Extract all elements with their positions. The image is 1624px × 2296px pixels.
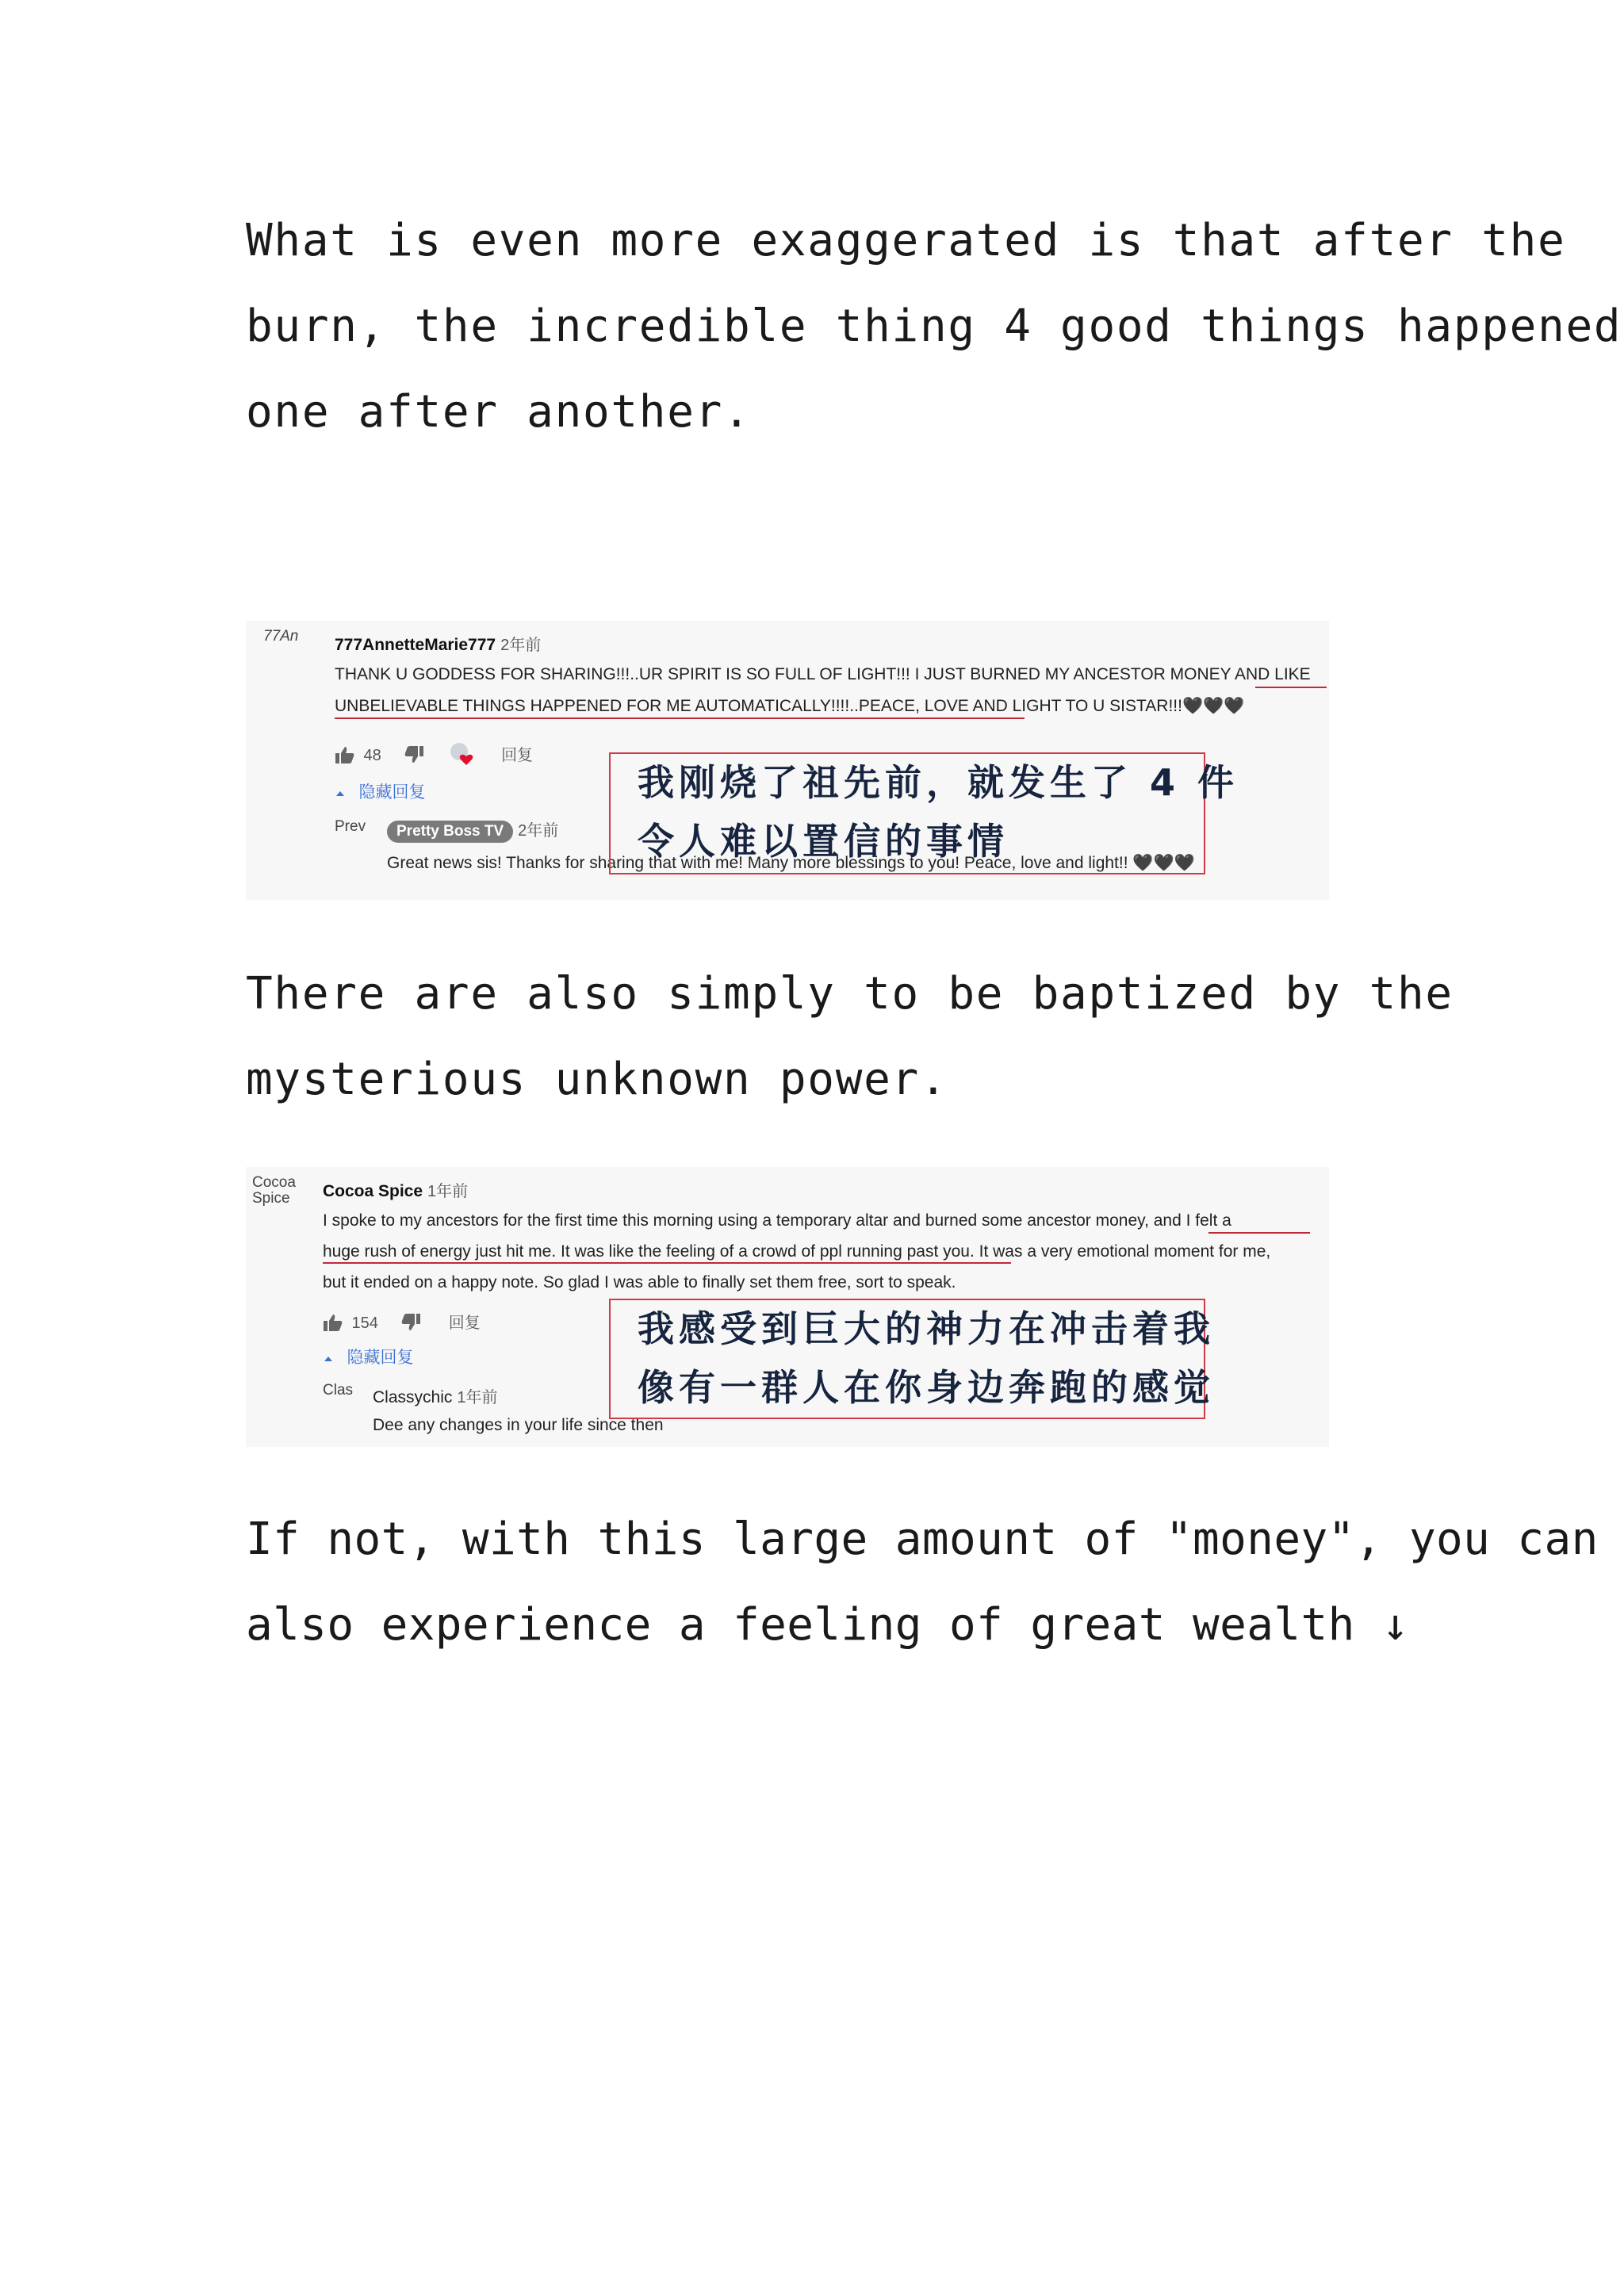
reply-time: 1年前 <box>457 1389 498 1406</box>
paragraph-line: What is even more exaggerated is that after the <box>246 215 1566 266</box>
triangle-up-icon <box>335 787 346 802</box>
paragraph-intro <box>246 198 1622 455</box>
reply-text: Dee any changes in your life since then <box>373 1416 664 1434</box>
thumbs-up-icon[interactable] <box>335 745 355 768</box>
heart-icon <box>449 741 476 772</box>
thumbs-up-icon[interactable] <box>323 1313 343 1336</box>
reply-button[interactable]: 回复 <box>501 746 534 764</box>
comment-actions <box>323 1310 481 1336</box>
paragraph-middle <box>246 951 1454 1123</box>
avatar-alt-line: Cocoa <box>252 1174 296 1191</box>
comment-header <box>323 1178 468 1201</box>
highlight-underline <box>323 1262 1011 1264</box>
avatar-alt-line: Spice <box>252 1190 290 1207</box>
thumbs-down-icon[interactable] <box>404 745 424 768</box>
reply-avatar-alt-text: Clas <box>323 1382 354 1399</box>
hide-replies-toggle[interactable] <box>323 1345 413 1368</box>
triangle-up-icon <box>323 1353 334 1367</box>
comment-actions <box>335 741 533 772</box>
comment-text-line: I spoke to my ancestors for the first time this morning using a temporary altar and burned some ancestor money, and I felt a <box>323 1211 1231 1230</box>
paragraph-line: burn, the incredible thing 4 good things happened <box>246 300 1622 352</box>
highlight-underline <box>335 718 1025 719</box>
reply-author[interactable]: Classychic <box>373 1388 453 1406</box>
avatar-alt-text <box>252 1175 296 1207</box>
annotation-text-line: 像有一群人在你身边奔跑的感觉 <box>638 1366 1215 1409</box>
paragraph-line: also experience a feeling of great wealth ↓ <box>246 1599 1409 1651</box>
comment-time: 1年前 <box>427 1183 469 1200</box>
paragraph-line: If not, with this large amount of "money", you can <box>246 1513 1599 1565</box>
comment-author[interactable]: 777AnnetteMarie777 <box>335 636 496 654</box>
comment-text-line: but it ended on a happy note. So glad I was able to finally set them free, sort to speak. <box>323 1273 956 1292</box>
paragraph-line: mysterious unknown power. <box>246 1054 948 1105</box>
reply-header <box>373 1384 497 1407</box>
reply-time: 2年前 <box>518 822 559 840</box>
hide-replies-label: 隐藏回复 <box>358 783 426 802</box>
comment-time: 2年前 <box>500 637 542 654</box>
comment-screenshot-2 <box>246 1167 1329 1447</box>
paragraph-closing <box>246 1497 1599 1668</box>
comment-header <box>335 632 541 655</box>
reply-button[interactable]: 回复 <box>448 1314 481 1332</box>
highlight-underline <box>1208 1232 1310 1234</box>
thumbs-down-icon[interactable] <box>400 1313 421 1336</box>
annotation-text-line: 我刚烧了祖先前，就发生了 4 件 <box>638 761 1239 804</box>
paragraph-line: There are also simply to be baptized by the <box>246 968 1454 1020</box>
annotation-text-line: 我感受到巨大的神力在冲击着我 <box>638 1307 1215 1350</box>
reply-header <box>387 817 558 843</box>
comment-text-line: UNBELIEVABLE THINGS HAPPENED FOR ME AUTOMATICALLY!!!!..PEACE, LOVE AND LIGHT TO U SISTAR!!!🖤🖤🖤 <box>335 697 1245 715</box>
comment-author[interactable]: Cocoa Spice <box>323 1182 423 1200</box>
comment-text-line: THANK U GODDESS FOR SHARING!!!..UR SPIRIT IS SO FULL OF LIGHT!!! I JUST BURNED MY ANCESTOR MONEY AND LIKE <box>335 665 1311 683</box>
paragraph-line: one after another. <box>246 386 752 438</box>
reply-text: Great news sis! Thanks for sharing that with me! Many more blessings to you! Peace, love and light!! 🖤🖤🖤 <box>387 854 1195 872</box>
highlight-underline <box>1255 687 1327 688</box>
hide-replies-label: 隐藏回复 <box>347 1349 414 1367</box>
creator-badge[interactable]: Pretty Boss TV <box>387 821 513 843</box>
comment-screenshot-1 <box>246 621 1329 900</box>
like-count: 48 <box>363 746 381 764</box>
comment-text-line: huge rush of energy just hit me. It was like the feeling of a crowd of ppl running past you. It was a very emotional moment for me, <box>323 1242 1271 1261</box>
annotation-text-line: 令人难以置信的事情 <box>638 820 1009 863</box>
reply-avatar-alt-text: Prev <box>335 818 366 835</box>
avatar-alt-text: 77An <box>263 628 299 645</box>
like-count: 154 <box>351 1314 378 1332</box>
hide-replies-toggle[interactable] <box>335 779 425 803</box>
